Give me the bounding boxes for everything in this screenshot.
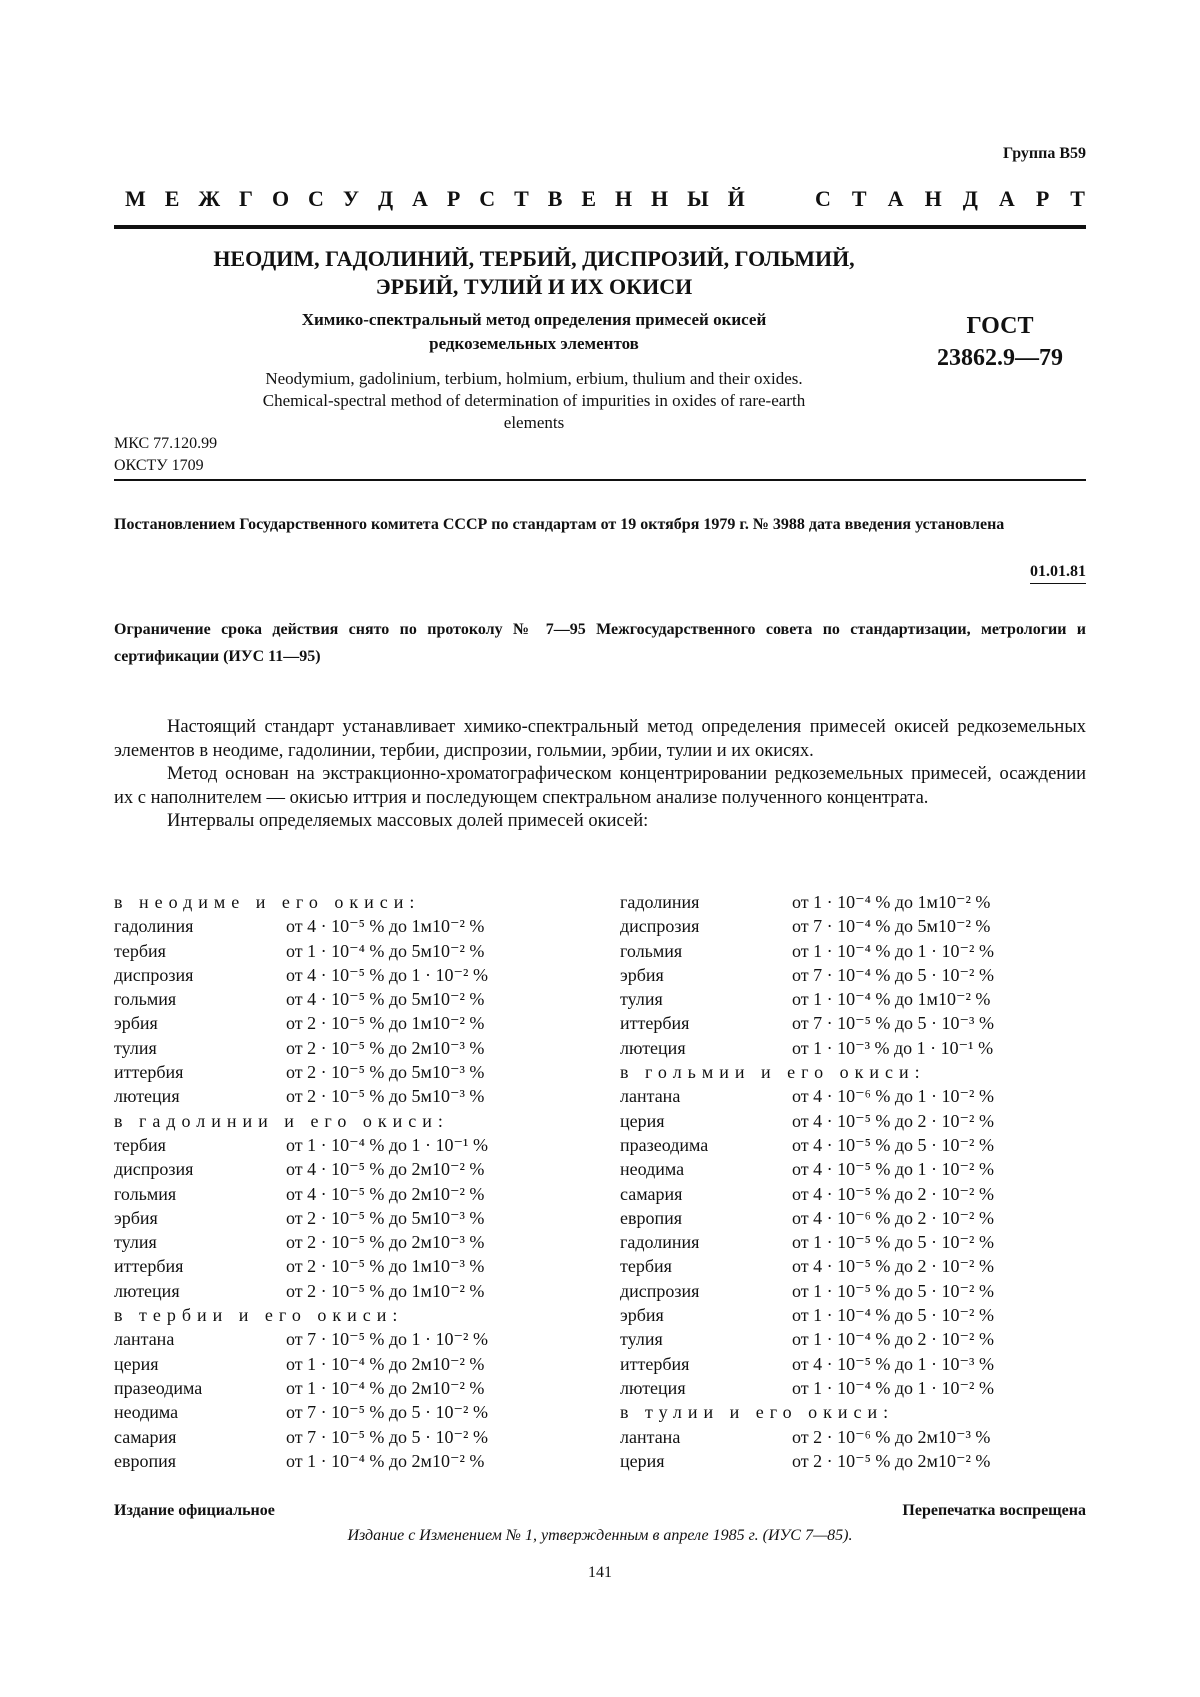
interval-row (114, 1084, 544, 1108)
banner-letter: Н (924, 186, 942, 211)
element-name: эрбия (620, 964, 664, 985)
element-name: лютеция (620, 1037, 686, 1058)
mass-fraction-range: от 1 · 10⁻⁵ % до 5 · 10⁻² % (792, 1232, 994, 1253)
banner-letter: С (815, 186, 831, 211)
interval-row (114, 1376, 544, 1400)
interval-row (114, 1182, 544, 1206)
element-name: празеодима (114, 1377, 203, 1398)
interval-row (620, 1157, 1060, 1181)
interval-row (620, 914, 1060, 938)
element-name: европия (114, 1450, 177, 1471)
intervals-right-column (620, 890, 1060, 1473)
page-number: 141 (588, 1564, 612, 1581)
element-name: иттербия (620, 1013, 690, 1034)
subtitle-line-1: Химико-спектральный метод определения примесей окисей (301, 310, 767, 329)
intervals-left-column (114, 890, 544, 1473)
element-name: европия (620, 1207, 683, 1228)
mass-fraction-range: от 4 · 10⁻⁵ % до 2 · 10⁻² % (792, 1183, 994, 1204)
banner-right (815, 186, 1085, 212)
interval-row (114, 1279, 544, 1303)
banner-letter: Н (614, 186, 633, 211)
element-name: лютеция (620, 1377, 686, 1398)
banner-letter: Р (1035, 186, 1050, 211)
interval-row (114, 1036, 544, 1060)
banner-letter: М (125, 186, 146, 211)
document-title (114, 245, 954, 301)
header-rule (114, 479, 1086, 481)
section-heading: в тулии и его окиси: (620, 1402, 895, 1423)
interval-row (620, 963, 1060, 987)
interval-row (114, 1133, 544, 1157)
mass-fraction-range: от 2 · 10⁻⁵ % до 5м10⁻³ % (286, 1207, 485, 1228)
banner-letter: Р (446, 186, 461, 211)
mass-fraction-range: от 2 · 10⁻⁵ % до 2м10⁻³ % (286, 1232, 485, 1253)
banner-letter: Д (377, 186, 394, 211)
introduction-date: 01.01.81 (1030, 563, 1086, 584)
mass-fraction-range: от 2 · 10⁻⁵ % до 5м10⁻³ % (286, 1086, 485, 1107)
interval-row (114, 1352, 544, 1376)
banner-letter: Ы (687, 186, 709, 211)
mass-fraction-range: от 7 · 10⁻⁵ % до 1 · 10⁻² % (286, 1329, 488, 1350)
section-heading: в гадолинии и его окиси: (114, 1110, 449, 1131)
english-title-line-3: elements (503, 413, 565, 432)
document-subtitle (114, 308, 954, 356)
banner-letter: У (342, 186, 360, 211)
mass-fraction-range: от 2 · 10⁻⁵ % до 5м10⁻³ % (286, 1062, 485, 1083)
mass-fraction-range: от 4 · 10⁻⁵ % до 2м10⁻² % (286, 1159, 485, 1180)
interval-row (620, 1036, 1060, 1060)
element-name: гадолиния (114, 916, 194, 937)
mass-fraction-range: от 1 · 10⁻⁴ % до 1м10⁻² % (792, 892, 991, 912)
element-name: церия (620, 1110, 665, 1131)
gost-code: 23862.9—79 (937, 345, 1063, 371)
mass-fraction-range: от 1 · 10⁻⁴ % до 1м10⁻² % (792, 989, 991, 1010)
interval-row (620, 1182, 1060, 1206)
subtitle-line-2: редкоземельных элементов (429, 334, 639, 353)
mass-fraction-range: от 1 · 10⁻⁴ % до 2м10⁻² % (286, 1450, 485, 1471)
banner-letter: А (998, 186, 1015, 211)
mass-fraction-range: от 4 · 10⁻⁵ % до 5 · 10⁻² % (792, 1134, 994, 1155)
reprint-prohibited-label: Перепечатка воспрещена (902, 1502, 1086, 1519)
standard-banner (125, 186, 1085, 212)
mass-fraction-range: от 4 · 10⁻⁵ % до 1м10⁻² % (286, 916, 485, 937)
element-name: лантана (114, 1329, 175, 1350)
section-heading: в тербии и его окиси: (114, 1305, 404, 1326)
english-title-line-2: Chemical-spectral method of determination of impurities in oxides of rare-earth (262, 391, 806, 410)
mass-fraction-range: от 4 · 10⁻⁵ % до 1 · 10⁻³ % (792, 1353, 994, 1374)
title-line-1: НЕОДИМ, ГАДОЛИНИЙ, ТЕРБИЙ, ДИСПРОЗИЙ, ГОЛЬМИЙ, (213, 246, 855, 271)
element-name: неодима (620, 1159, 685, 1180)
mass-fraction-range: от 7 · 10⁻⁵ % до 5 · 10⁻² % (286, 1426, 488, 1447)
element-name: празеодима (620, 1134, 709, 1155)
interval-row (114, 1206, 544, 1230)
element-name: тербия (620, 1256, 672, 1277)
title-line-2: ЭРБИЙ, ТУЛИЙ И ИХ ОКИСИ (375, 274, 693, 299)
mass-fraction-range: от 7 · 10⁻⁵ % до 5 · 10⁻² % (286, 1402, 488, 1423)
classification-codes (114, 433, 217, 477)
gost-number (900, 310, 1100, 374)
banner-left (125, 186, 745, 212)
interval-row (114, 1425, 544, 1449)
mass-fraction-range: от 4 · 10⁻⁵ % до 2 · 10⁻² % (792, 1110, 994, 1131)
mass-fraction-range: от 7 · 10⁻⁴ % до 5 · 10⁻² % (792, 964, 994, 985)
decree-text: Постановлением Государственного комитета СССР по стандартам от 19 октября 1979 г. № 3988 дата введения установлена (114, 516, 1005, 533)
banner-letter: В (547, 186, 563, 211)
interval-row (620, 1376, 1060, 1400)
top-rule (114, 225, 1086, 229)
banner-letter: А (887, 186, 904, 211)
mass-fraction-range: от 1 · 10⁻⁴ % до 5 · 10⁻² % (792, 1305, 994, 1326)
interval-row (114, 963, 544, 987)
element-name: гольмия (620, 940, 683, 961)
element-name: тулия (620, 1329, 663, 1350)
element-name: неодима (114, 1402, 179, 1423)
element-name: гольмия (114, 989, 177, 1010)
banner-letter: Т (1070, 186, 1085, 211)
gost-label: ГОСТ (966, 313, 1034, 339)
interval-row (620, 1254, 1060, 1278)
element-name: гадолиния (620, 892, 700, 912)
interval-row (114, 1157, 544, 1181)
english-title-line-1: Neodymium, gadolinium, terbium, holmium, erbium, thulium and their oxides. (265, 369, 803, 388)
body-text (114, 716, 1086, 834)
mass-fraction-range: от 4 · 10⁻⁵ % до 2м10⁻² % (286, 1183, 485, 1204)
mass-fraction-range: от 1 · 10⁻⁴ % до 2м10⁻² % (286, 1377, 485, 1398)
banner-letter: С (479, 186, 496, 211)
banner-letter: Ж (198, 186, 221, 211)
mass-fraction-range: от 2 · 10⁻⁵ % до 2м10⁻³ % (286, 1037, 485, 1058)
element-name: тулия (620, 989, 663, 1010)
interval-row (620, 939, 1060, 963)
paragraph-method: Метод основан на экстракционно-хроматографическом концентрировании редкоземельных примесей, осаждении их с наполнителем — окисью иттрия и последующем спектральном анализе полученного концентрата. (114, 764, 1086, 808)
element-name: тербия (114, 940, 166, 961)
banner-letter: Е (164, 186, 180, 211)
paragraph-scope: Настоящий стандарт устанавливает химико-спектральный метод определения примесей окисей редкоземельных элементов в неодиме, гадолинии, тербии, диспрозии, гольмии, эрбии, тулии и их окисях. (114, 717, 1086, 761)
interval-row (114, 1449, 544, 1473)
banner-letter: Д (962, 186, 978, 211)
element-name: гольмия (114, 1183, 177, 1204)
interval-row (620, 1206, 1060, 1230)
interval-row (620, 1303, 1060, 1327)
interval-row (114, 1230, 544, 1254)
interval-row (114, 987, 544, 1011)
element-name: диспрозия (620, 916, 700, 937)
section-heading: в гольмии и его окиси: (620, 1062, 926, 1083)
banner-letter: Н (651, 186, 669, 211)
element-name: диспрозия (114, 964, 194, 985)
mass-fraction-range: от 4 · 10⁻⁵ % до 1 · 10⁻² % (286, 964, 488, 985)
mks-code: МКС 77.120.99 (114, 435, 218, 452)
mass-fraction-range: от 1 · 10⁻⁴ % до 5м10⁻² % (286, 940, 485, 961)
paragraph-intervals: Интервалы определяемых массовых долей примесей окисей: (167, 811, 649, 831)
mass-fraction-range: от 1 · 10⁻³ % до 1 · 10⁻¹ % (792, 1037, 994, 1058)
interval-row (620, 1230, 1060, 1254)
section-heading: в неодиме и его окиси: (114, 892, 421, 912)
mass-fraction-range: от 4 · 10⁻⁶ % до 1 · 10⁻² % (792, 1086, 994, 1107)
element-name: церия (620, 1450, 665, 1471)
mass-fraction-range: от 1 · 10⁻⁴ % до 1 · 10⁻¹ % (286, 1134, 488, 1155)
mass-fraction-range: от 4 · 10⁻⁶ % до 2 · 10⁻² % (792, 1207, 994, 1228)
element-name: самария (114, 1426, 177, 1447)
element-name: гадолиния (620, 1232, 700, 1253)
mass-fraction-range: от 2 · 10⁻⁵ % до 1м10⁻² % (286, 1013, 485, 1034)
banner-letter: О (271, 186, 290, 211)
okstu-code: ОКСТУ 1709 (114, 457, 204, 474)
mass-fraction-range: от 2 · 10⁻⁵ % до 2м10⁻² % (792, 1450, 991, 1471)
mass-fraction-range: от 7 · 10⁻⁴ % до 5м10⁻² % (792, 916, 991, 937)
interval-row (620, 987, 1060, 1011)
english-title (114, 368, 954, 434)
element-name: тулия (114, 1037, 157, 1058)
official-edition-label: Издание официальное (114, 1502, 275, 1519)
interval-row (620, 1352, 1060, 1376)
element-name: иттербия (114, 1256, 184, 1277)
interval-row (620, 890, 1060, 914)
element-name: тулия (114, 1232, 157, 1253)
mass-fraction-range: от 2 · 10⁻⁵ % до 1м10⁻² % (286, 1280, 485, 1301)
element-name: самария (620, 1183, 683, 1204)
banner-letter: Г (239, 186, 254, 211)
mass-fraction-range: от 4 · 10⁻⁵ % до 1 · 10⁻² % (792, 1159, 994, 1180)
element-name: иттербия (114, 1062, 184, 1083)
mass-fraction-range: от 1 · 10⁻⁴ % до 2м10⁻² % (286, 1353, 485, 1374)
mass-fraction-range: от 7 · 10⁻⁵ % до 5 · 10⁻³ % (792, 1013, 994, 1034)
element-name: диспрозия (114, 1159, 194, 1180)
element-name: лютеция (114, 1280, 180, 1301)
group-code: Группа В59 (1003, 145, 1086, 162)
banner-letter: Й (727, 186, 745, 211)
interval-row (620, 1109, 1060, 1133)
element-name: диспрозия (620, 1280, 700, 1301)
mass-fraction-range: от 2 · 10⁻⁵ % до 1м10⁻³ % (286, 1256, 485, 1277)
interval-row (114, 1400, 544, 1424)
interval-row (114, 1011, 544, 1035)
interval-row (620, 1011, 1060, 1035)
banner-letter: Т (514, 186, 529, 211)
limitation-text: Ограничение срока действия снято по протоколу № 7—95 Межгосударственного совета по стандартизации, метрологии и сертификации (ИУС 11—95) (114, 621, 1086, 665)
interval-row (620, 1084, 1060, 1108)
mass-fraction-range: от 1 · 10⁻⁵ % до 5 · 10⁻² % (792, 1280, 994, 1301)
interval-row (620, 1327, 1060, 1351)
element-name: лютеция (114, 1086, 180, 1107)
banner-letter: Е (581, 186, 597, 211)
element-name: эрбия (114, 1013, 158, 1034)
interval-row (114, 1327, 544, 1351)
interval-row (620, 1449, 1060, 1473)
mass-fraction-range: от 1 · 10⁻⁴ % до 1 · 10⁻² % (792, 1377, 994, 1398)
interval-row (620, 1425, 1060, 1449)
element-name: лантана (620, 1426, 681, 1447)
edition-note: Издание с Изменением № 1, утвержденным в апреле 1985 г. (ИУС 7—85). (347, 1527, 853, 1544)
interval-row (620, 1279, 1060, 1303)
interval-row (114, 1060, 544, 1084)
element-name: тербия (114, 1134, 166, 1155)
banner-letter: С (308, 186, 324, 211)
element-name: эрбия (114, 1207, 158, 1228)
element-name: церия (114, 1353, 159, 1374)
mass-fraction-range: от 4 · 10⁻⁵ % до 5м10⁻² % (286, 989, 485, 1010)
banner-letter: А (412, 186, 428, 211)
banner-letter: Т (851, 186, 867, 211)
interval-row (114, 939, 544, 963)
interval-row (620, 1133, 1060, 1157)
interval-row (114, 1254, 544, 1278)
element-name: эрбия (620, 1305, 664, 1326)
mass-fraction-range: от 1 · 10⁻⁴ % до 1 · 10⁻² % (792, 940, 994, 961)
element-name: лантана (620, 1086, 681, 1107)
mass-fraction-range: от 1 · 10⁻⁴ % до 2 · 10⁻² % (792, 1329, 994, 1350)
mass-fraction-range: от 4 · 10⁻⁵ % до 2 · 10⁻² % (792, 1256, 994, 1277)
interval-row (114, 914, 544, 938)
mass-fraction-range: от 2 · 10⁻⁶ % до 2м10⁻³ % (792, 1426, 991, 1447)
element-name: иттербия (620, 1353, 690, 1374)
